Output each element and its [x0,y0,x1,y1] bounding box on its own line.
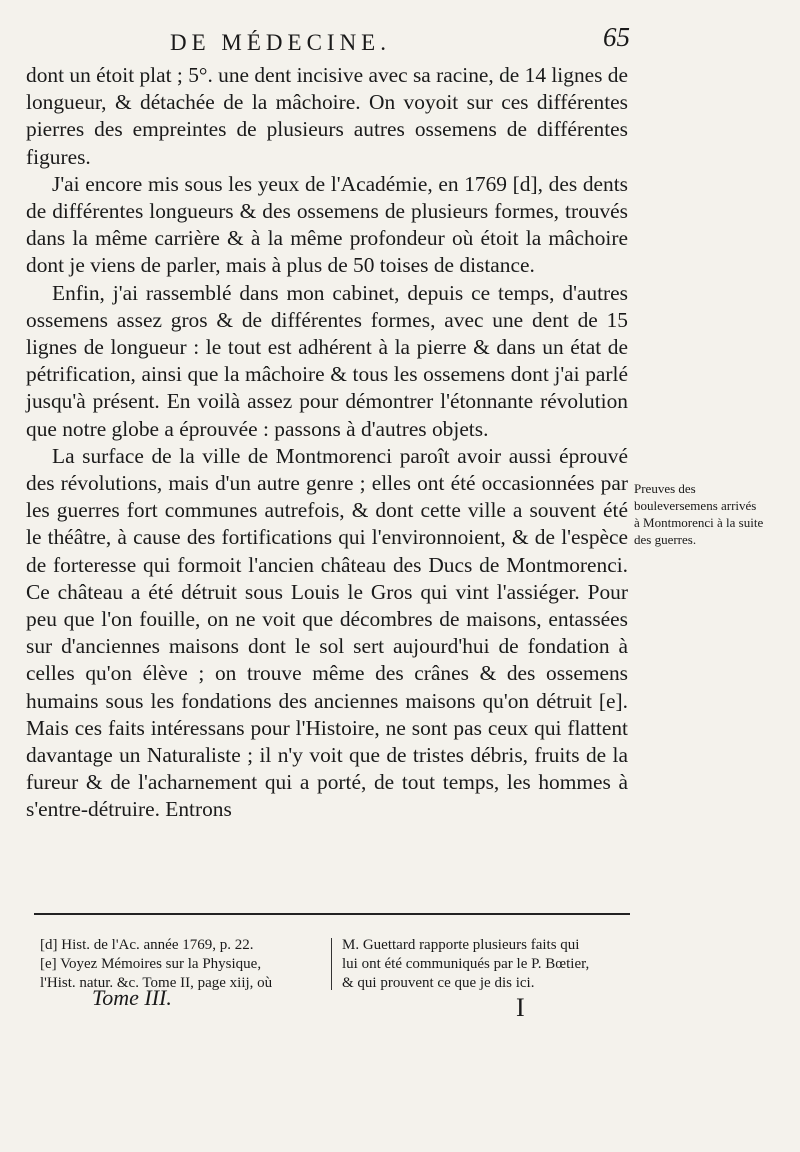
footnote-column-divider [331,938,332,990]
signature-mark: I [516,993,525,1022]
main-text [26,62,628,824]
page-number: 65 [603,22,630,52]
paragraph: dont un étoit plat ; 5°. une dent incisive avec sa racine, de 14 lignes de longueur, & détachée de la mâchoire. On voyoit sur ces différentes pierres des empreintes de plusieurs autres ossemens de différentes figures. [26,63,628,169]
footnote-line: lui ont été communiqués par le P. Bœtier, [342,956,590,972]
footnotes-left [40,936,330,993]
footnotes-right [342,936,632,993]
running-header [170,22,630,58]
footnote-line: [e] Voyez Mémoires sur la Physique, [40,956,262,972]
footnote-line: & qui prouvent ce que je dis ici. [342,975,535,991]
running-title: DE MÉDECINE. [170,30,391,55]
paragraph: La surface de la ville de Montmorenci paroît avoir aussi éprouvé des révolutions, mais d'un autre genre ; elles ont été occasionnées par les guerres fort communes autrefois, & dont cette ville a souvent été le théâtre, à cause des fortifications qui l'environnoient, & de l'espèce de forteresse qui formoit l'ancien château des Ducs de Montmorenci. Ce château a été détruit sous Louis le Gros qui vint l'assiéger. Pour peu que l'on fouille, on ne voit que décombres de maisons, entassées sur d'anciennes maisons dont le sol sert aujourd'hui de fondation à celles qu'on élève ; on trouve même des crânes & des ossemens humains sous les fondations des anciennes maisons qu'on détruit [e]. Mais ces faits intéressans pour l'Histoire, ne sont pas ceux qui flattent davantage un Naturaliste ; il n'y voit que de tristes débris, fruits de la fureur & de l'acharnement qui a porté, de tout temps, les hommes à s'entre-détruire. Entrons [26,443,628,822]
footnote-line: l'Hist. natur. &c. Tome II, page xiij, où [40,975,273,991]
margin-note: Preuves des bouleversemens arrivés à Montmorenci à la suite des guerres. [634,481,764,547]
paragraph: Enfin, j'ai rassemblé dans mon cabinet, depuis ce temps, d'autres ossemens assez gros & de différentes formes, avec une dent de 15 lignes de longueur : le tout est adhérent à la pierre & dans un état de pétrification, ainsi que la mâchoire & tous les ossemens dont j'ai parlé jusqu'à présent. En voilà assez pour démontrer l'étonnante révolution que notre globe a éprouvée : passons à d'autres objets. [26,280,628,441]
volume-marker: Tome III. [92,985,172,1010]
footnote-line: M. Guettard rapporte plusieurs faits qui [342,937,580,953]
footnote-rule [34,913,630,915]
paragraph: J'ai encore mis sous les yeux de l'Académie, en 1769 [d], des dents de différentes longueurs & des ossemens de plusieurs formes, trouvés dans la même carrière & à la même profondeur où étoit la mâchoire dont je viens de parler, mais à plus de 50 toises de distance. [26,171,628,278]
footnote-line: [d] Hist. de l'Ac. année 1769, p. 22. [40,937,254,953]
